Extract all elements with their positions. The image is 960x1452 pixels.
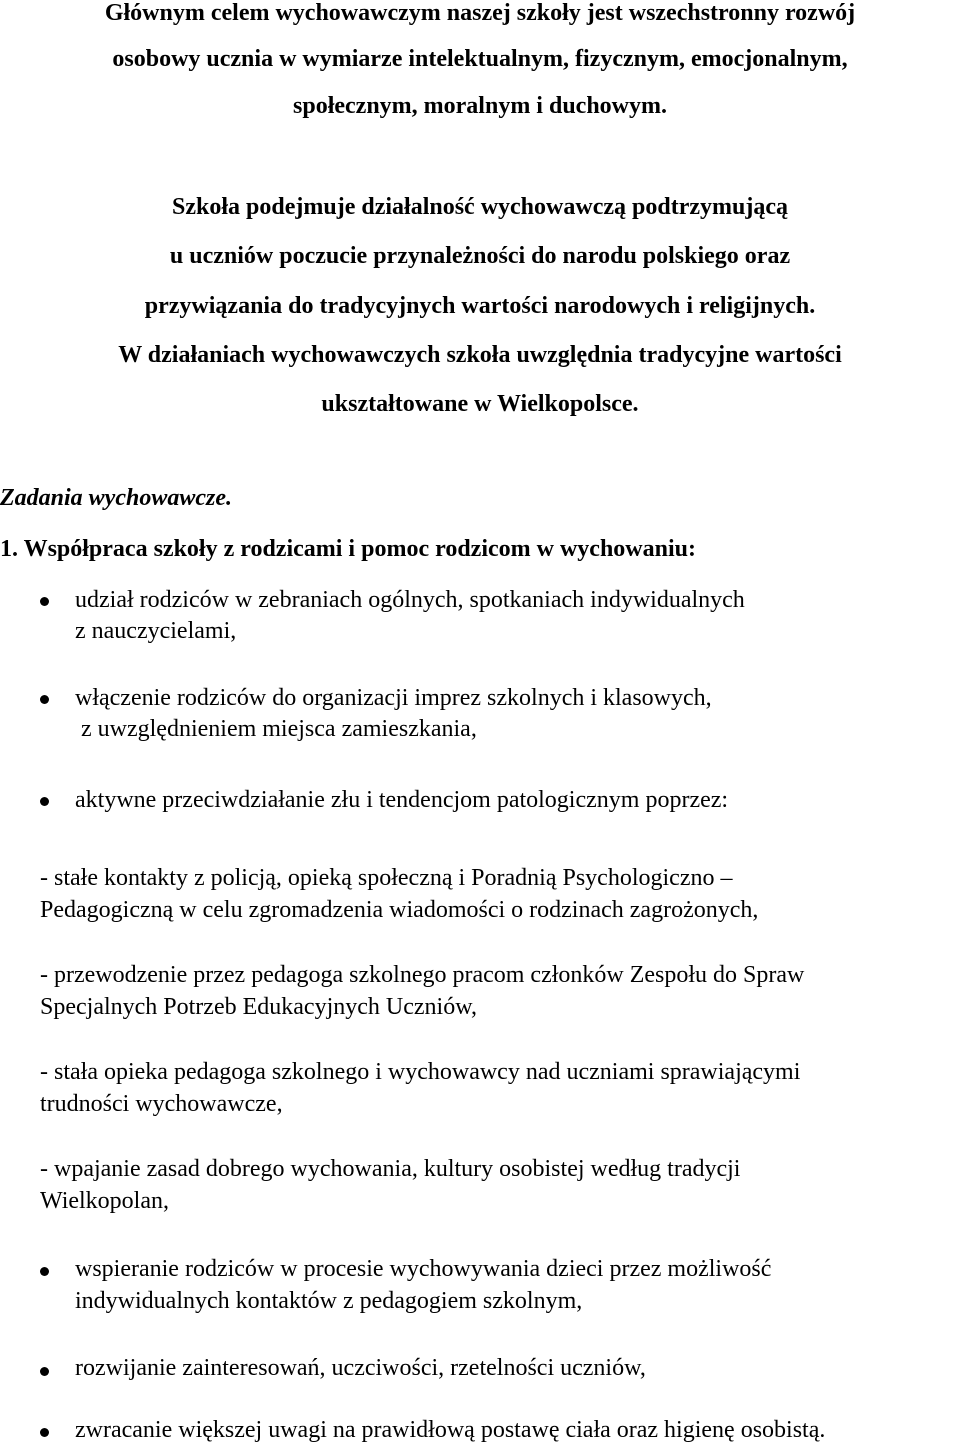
list-item-text: aktywne przeciwdziałanie złu i tendencjom patologicznym poprzez: xyxy=(75,787,729,813)
list-item-text: zwracanie większej uwagi na prawidłową postawę ciała oraz higienę osobistą. xyxy=(75,1417,826,1443)
list-item-text: - przewodzenie przez pedagoga szkolnego pracom członków Zespołu do Spraw xyxy=(40,962,805,988)
text-line: Głównym celem wychowawczym naszej szkoły jest wszechstronny rozwój xyxy=(104,0,856,26)
list-item-text: wspieranie rodziców w procesie wychowywania dzieci przez możliwość xyxy=(75,1256,772,1282)
list-item-text: - stałe kontakty z policją, opieką społeczną i Poradnią Psychologiczno – xyxy=(40,865,733,891)
task-heading: 1. Współpraca szkoły z rodzicami i pomoc rodzicom w wychowaniu: xyxy=(0,536,696,562)
list-item-text: indywidualnych kontaktów z pedagogiem szkolnym, xyxy=(75,1288,583,1314)
list-item-text: z uwzględnieniem miejsca zamieszkania, xyxy=(75,716,477,742)
list-item-text: udział rodziców w zebraniach ogólnych, spotkaniach indywidualnych xyxy=(75,587,745,613)
list-item-text: - wpajanie zasad dobrego wychowania, kultury osobistej według tradycji xyxy=(40,1156,741,1182)
bullet-icon xyxy=(40,797,49,806)
list-item-text: włączenie rodziców do organizacji imprez szkolnych i klasowych, xyxy=(75,685,712,711)
text-line: u uczniów poczucie przynależności do narodu polskiego oraz xyxy=(169,243,791,269)
text-line: Szkoła podejmuje działalność wychowawczą podtrzymującą xyxy=(172,194,788,220)
list-item-text: rozwijanie zainteresowań, uczciwości, rzetelności uczniów, xyxy=(75,1355,646,1381)
section-title: Zadania wychowawcze. xyxy=(0,485,232,511)
bullet-icon xyxy=(40,695,49,704)
bullet-icon xyxy=(40,1428,49,1437)
text-line: osobowy ucznia w wymiarze intelektualnym, fizycznym, emocjonalnym, xyxy=(112,46,848,72)
bullet-icon xyxy=(40,597,49,606)
list-item-text: z nauczycielami, xyxy=(75,618,237,644)
list-item-text: Pedagogiczną w celu zgromadzenia wiadomości o rodzinach zagrożonych, xyxy=(40,897,759,923)
text-line: W działaniach wychowawczych szkoła uwzględnia tradycyjne wartości xyxy=(118,342,842,368)
list-item-text: Specjalnych Potrzeb Edukacyjnych Uczniów, xyxy=(40,994,477,1020)
text-line: ukształtowane w Wielkopolsce. xyxy=(321,391,639,417)
list-item-text: - stała opieka pedagoga szkolnego i wychowawcy nad uczniami sprawiającymi xyxy=(40,1059,801,1085)
bullet-icon xyxy=(40,1367,49,1376)
bullet-icon xyxy=(40,1267,49,1276)
text-line: społecznym, moralnym i duchowym. xyxy=(293,93,667,119)
text-line: przywiązania do tradycyjnych wartości narodowych i religijnych. xyxy=(144,293,816,319)
list-item-text: trudności wychowawcze, xyxy=(40,1091,283,1117)
list-item-text: Wielkopolan, xyxy=(40,1188,169,1214)
